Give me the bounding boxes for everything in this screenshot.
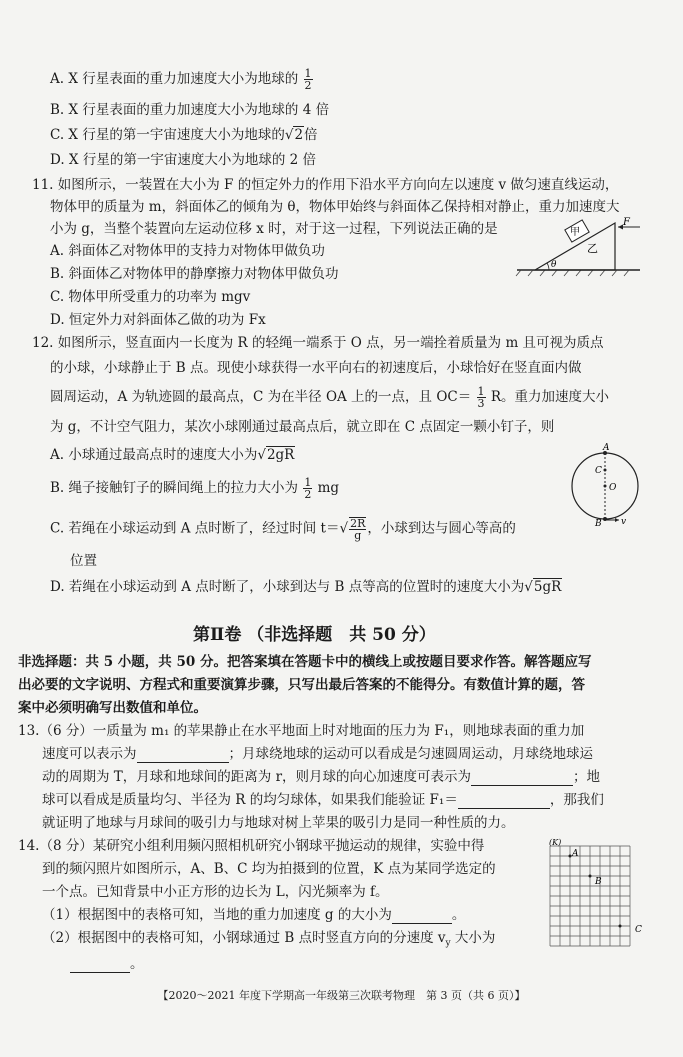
point-a-label: A <box>603 443 610 453</box>
q12-option-c-line2: 位置 <box>70 553 97 569</box>
q11-stem-line3: 小为 g，当整个装置向左运动位移 x 时，对于这一过程，下列说法正确的是 <box>50 221 498 237</box>
q12-circle-figure <box>565 440 650 532</box>
q14-grid-figure <box>540 836 650 951</box>
q12-stem-line3: 圆周运动，A 为轨迹圆的最高点，C 为在半径 OA 上的一点，且 OC＝ $\frac{1}{3}$ R。重力加速度大小 <box>50 385 610 410</box>
q11-option-d: D. 恒定外力对斜面体乙做的功为 Fx <box>50 312 266 328</box>
jia-label: 甲 <box>570 227 580 238</box>
answer-blank[interactable] <box>70 958 130 973</box>
answer-blank[interactable] <box>458 794 550 809</box>
q13-line5: 就证明了地球与月球间的吸引力与地球对树上苹果的吸引力是同一种性质的力。 <box>42 815 515 831</box>
theta-label: θ <box>551 260 557 270</box>
q14-question-2-blank-line: 。 <box>70 955 144 973</box>
q14-line3: 一个点。已知背景中小正方形的边长为 L，闪光频率为 f。 <box>42 884 389 900</box>
q11-stem-line2: 物体甲的质量为 m，斜面体乙的倾角为 θ，物体甲始终与斜面体乙保持相对静止，重力加速度大 <box>50 199 620 215</box>
q11-option-b: B. 斜面体乙对物体甲的静摩擦力对物体甲做负功 <box>50 266 339 282</box>
section-2-title: 第Ⅱ卷 （非选择题 共 50 分） <box>193 625 436 645</box>
yi-label: 乙 <box>587 242 598 255</box>
answer-blank[interactable] <box>392 909 452 924</box>
section-2-intro-line3: 案中必须明确写出数值和单位。 <box>18 700 207 716</box>
q10-option-a: A. X 行星表面的重力加速度大小为地球的 $\frac{1}{2}$ <box>50 67 312 92</box>
q12-stem-line2: 的小球，小球静止于 B 点。现使小球获得一水平向右的初速度后，小球恰好在竖直面内做 <box>50 360 582 376</box>
section-2-intro-line2: 出必要的文字说明、方程式和重要演算步骤，只写出最后答案的不能得分。有数值计算的题，答 <box>18 677 585 693</box>
point-c-label: C <box>595 466 602 476</box>
q11-option-c: C. 物体甲所受重力的功率为 mgv <box>50 289 251 305</box>
answer-blank[interactable] <box>471 771 573 786</box>
q10-option-c: C. X 行星的第一宇宙速度大小为地球的√2倍 <box>50 127 318 143</box>
point-k-label: (K) <box>549 838 562 847</box>
fraction: $\frac{1}{2}$ <box>304 476 312 501</box>
answer-blank[interactable] <box>137 748 229 763</box>
q14-line1: 14.（8 分）某研究小组利用频闪照相机研究小钢球平抛运动的规律，实验中得 <box>18 838 485 854</box>
q10-option-d: D. X 行星的第一宇宙速度大小为地球的 2 倍 <box>50 152 316 168</box>
point-a-label: A <box>572 849 579 859</box>
q11-incline-figure <box>515 215 645 277</box>
q11-stem-line1: 11. 如图所示，一装置在大小为 F 的恒定外力的作用下沿水平方向向左以速度 v 做匀速直线运动， <box>32 177 619 193</box>
point-o-label: O <box>609 483 617 493</box>
velocity-label: v <box>621 517 627 527</box>
point-b-label: B <box>595 519 602 529</box>
q12-option-b: B. 绳子接触钉子的瞬间绳上的拉力大小为 $\frac{1}{2}$ mg <box>50 476 340 501</box>
q12-stem-line4: 为 g，不计空气阻力，某次小球刚通过最高点后，就立即在 C 点固定一颗小钉子，则 <box>50 419 555 435</box>
q14-question-2: （2）根据图中的表格可知，小钢球通过 B 点时竖直方向的分速度 $v_y$ 大小为 <box>42 930 496 949</box>
fraction: $\frac{1}{2}$ <box>304 67 312 92</box>
q10-option-b: B. X 行星表面的重力加速度大小为地球的 4 倍 <box>50 102 330 118</box>
fraction: $\frac{2R}{g}$ <box>350 517 366 542</box>
point-b-label: B <box>595 877 602 887</box>
q12-option-a: A. 小球通过最高点时的速度大小为√2gR <box>50 447 295 463</box>
fraction: $\frac{1}{3}$ <box>477 385 485 410</box>
q14-question-1: （1）根据图中的表格可知，当地的重力加速度 g 的大小为 。 <box>42 907 466 923</box>
force-label: F <box>623 217 630 228</box>
q13-line4: 球可以看成是质量均匀、半径为 R 的均匀球体，如果我们能验证 F₁＝ ，那我们 <box>42 792 604 808</box>
q14-line2: 到的频闪照片如图所示，A、B、C 均为拍摄到的位置，K 点为某同学选定的 <box>42 861 496 877</box>
page-footer: 【2020～2021 年度下学期高一年级第三次联考物理 第 3 页（共 6 页）】 <box>157 989 526 1002</box>
q13-line2: 速度可以表示为 ；月球绕地球的运动可以看成是匀速圆周运动，月球绕地球运 <box>42 746 593 762</box>
q12-option-d: D. 若绳在小球运动到 A 点时断了，小球到达与 B 点等高的位置时的速度大小为√5gR <box>50 579 562 595</box>
q11-option-a: A. 斜面体乙对物体甲的支持力对物体甲做负功 <box>50 243 325 259</box>
point-c-label: C <box>635 925 642 935</box>
q12-stem-line1: 12. 如图所示，竖直面内一长度为 R 的轻绳一端系于 O 点，另一端拴着质量为 m 且可视为质点 <box>32 335 604 351</box>
section-2-intro-line1: 非选择题：共 5 小题，共 50 分。把答案填在答题卡中的横线上或按题目要求作答。解答题应写 <box>18 654 592 670</box>
q12-option-c: C. 若绳在小球运动到 A 点时断了，经过时间 t＝√ $\frac{2R}{g}$ ，小球到达与圆心等高的 <box>50 517 516 542</box>
q13-line3: 动的周期为 T，月球和地球间的距离为 r，则月球的向心加速度可表示为 ；地 <box>42 769 601 785</box>
q13-line1: 13.（6 分）一质量为 m₁ 的苹果静止在水平地面上时对地面的压力为 F₁，则地球表面的重力加 <box>18 723 585 739</box>
